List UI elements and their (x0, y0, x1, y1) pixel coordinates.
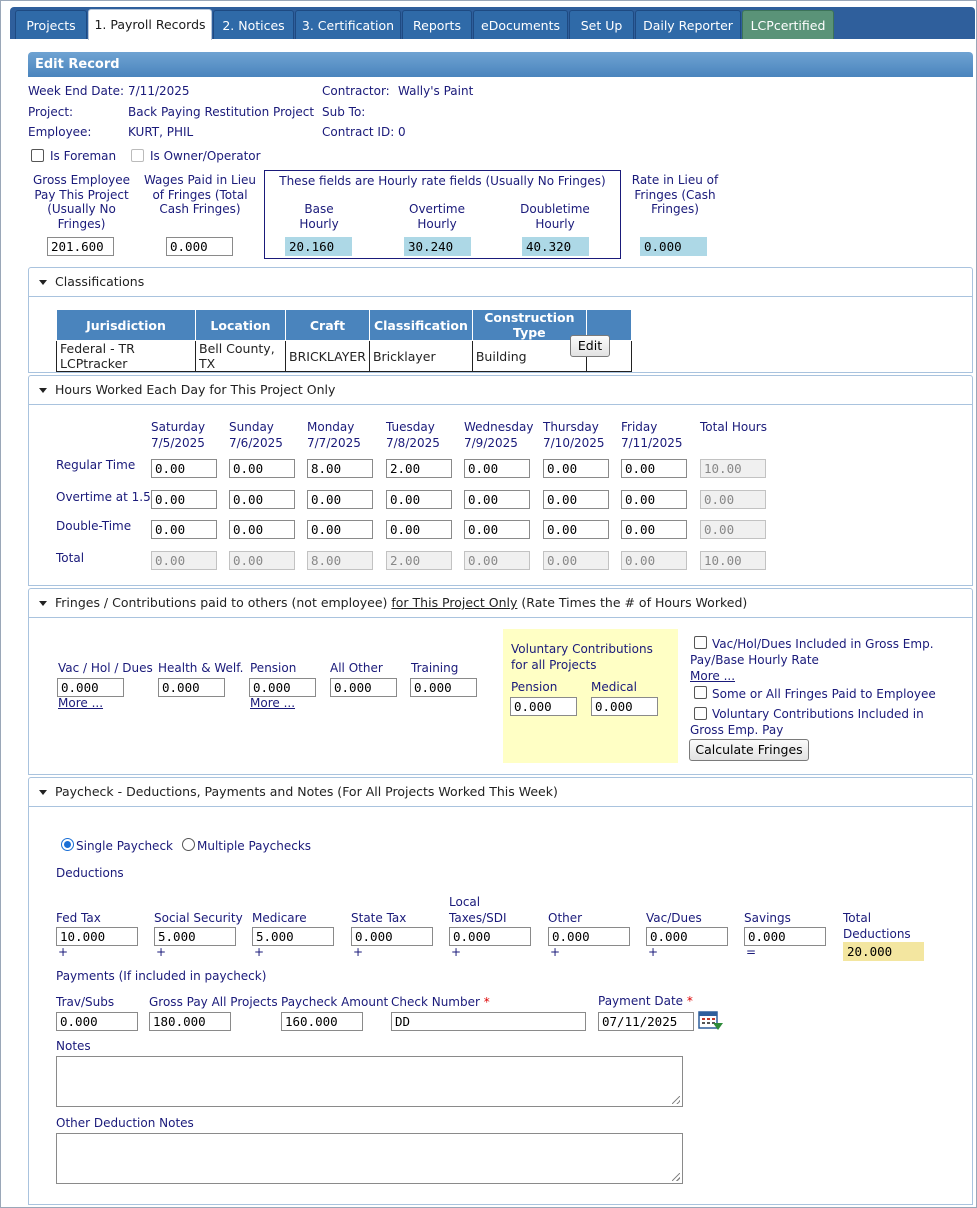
vac-included-more-link[interactable]: More ... (690, 669, 736, 683)
fringe-allother-label: All Other (330, 661, 383, 675)
voluntary-included-label-2: Gross Emp. Pay (690, 723, 784, 737)
hours-input (229, 551, 295, 570)
hours-input[interactable] (151, 490, 217, 509)
hours-input (151, 551, 217, 570)
is-foreman-checkbox[interactable] (31, 149, 44, 162)
day-header: Tuesday 7/8/2025 (386, 420, 440, 450)
hours-input[interactable] (543, 520, 609, 539)
hours-input (700, 490, 766, 509)
fringe-health-label: Health & Welf. (158, 661, 244, 675)
deduction-operator: + (254, 945, 265, 959)
classifications-table (56, 309, 632, 372)
fringe-training-input[interactable] (410, 678, 477, 697)
hours-input[interactable] (621, 490, 687, 509)
deduction-operator: + (58, 945, 69, 959)
hours-input[interactable] (464, 459, 530, 478)
hours-input[interactable] (386, 459, 452, 478)
voluntary-included-checkbox[interactable] (694, 707, 707, 720)
col-jurisdiction: Jurisdiction (57, 310, 196, 341)
deduction-input[interactable] (154, 927, 236, 946)
deduction-label: Vac/Dues (646, 911, 702, 925)
deduction-operator: + (353, 945, 364, 959)
employee-value: KURT, PHIL (128, 125, 194, 139)
paycheck-amount-label: Paycheck Amount (281, 995, 389, 1009)
deductions-label: Deductions (56, 866, 124, 880)
hours-input[interactable] (543, 490, 609, 509)
voluntary-contributions-title: Voluntary Contributions for all Projects (511, 642, 653, 672)
tab-reports[interactable]: Reports (402, 10, 472, 39)
hours-input (464, 551, 530, 570)
contract-id-value: 0 (398, 125, 406, 139)
vol-pension-input[interactable] (510, 697, 577, 716)
hours-input (621, 551, 687, 570)
deduction-label: Other (548, 911, 583, 925)
hours-input[interactable] (386, 520, 452, 539)
fringe-vac-input[interactable] (57, 678, 124, 697)
day-header: Saturday 7/5/2025 (151, 420, 206, 450)
deduction-input[interactable] (449, 927, 531, 946)
tab-setup[interactable]: Set Up (569, 10, 634, 39)
rate-lieu-label: Rate in Lieu of Fringes (Cash Fringes) (631, 173, 719, 216)
tab-certification[interactable]: 3. Certification (295, 10, 401, 39)
collapse-caret-icon (39, 601, 47, 606)
single-paycheck-label: Single Paycheck (76, 839, 173, 853)
hours-input (700, 551, 766, 570)
project-label: Project: (28, 105, 74, 119)
base-hourly-input[interactable] (285, 237, 352, 256)
deduction-label: Social Security (154, 911, 243, 925)
contractor-label: Contractor: (322, 84, 390, 98)
hours-input[interactable] (621, 459, 687, 478)
hourly-rate-title: These fields are Hourly rate fields (Usually No Fringes) (279, 174, 606, 188)
total-hours-header: Total Hours (700, 420, 767, 434)
hours-input[interactable] (151, 459, 217, 478)
multiple-paychecks-label: Multiple Paychecks (197, 839, 312, 853)
day-header: Monday 7/7/2025 (307, 420, 361, 450)
check-number-label: Check Number * (391, 995, 490, 1009)
fringes-section-header[interactable]: Fringes / Contributions paid to others (not employee) for This Project Only (Rate Times the # of Hours Worked) (28, 588, 973, 618)
hours-row-label: Total (56, 551, 85, 565)
hours-input[interactable] (464, 520, 530, 539)
tab-lcpcertified[interactable]: LCPcertified (742, 10, 834, 39)
check-number-input[interactable] (391, 1012, 586, 1031)
hours-input[interactable] (151, 520, 217, 539)
fringe-allother-input[interactable] (330, 678, 397, 697)
paycheck-amount-input[interactable] (281, 1012, 363, 1031)
day-header: Friday 7/11/2025 (621, 420, 683, 450)
tab-edocuments[interactable]: eDocuments (473, 10, 568, 39)
rate-lieu-input[interactable] (640, 237, 707, 256)
col-construction-type: Construction Type (472, 310, 586, 341)
deduction-operator: + (550, 945, 561, 959)
voluntary-included-label: Voluntary Contributions Included in (712, 707, 924, 721)
hours-input[interactable] (464, 490, 530, 509)
hours-row-label: Regular Time (56, 458, 136, 472)
other-deduction-notes-label: Other Deduction Notes (56, 1116, 194, 1130)
collapse-caret-icon (39, 280, 47, 285)
cell-construction-type: Building (472, 341, 586, 372)
is-owner-checkbox (131, 149, 144, 162)
payment-date-label: Payment Date * (598, 994, 693, 1008)
notes-textarea[interactable] (56, 1056, 683, 1107)
project-value: Back Paying Restitution Project (128, 105, 315, 119)
trav-subs-label: Trav/Subs (56, 995, 115, 1009)
cell-craft: BRICKLAYER (286, 341, 370, 372)
hours-input (386, 551, 452, 570)
vac-included-label-2: Pay/Base Hourly Rate (690, 653, 819, 667)
single-paycheck-radio[interactable] (61, 838, 74, 851)
deduction-label: Local Taxes/SDI (449, 895, 507, 925)
gross-pay-input[interactable] (47, 237, 114, 256)
subto-label: Sub To: (322, 105, 366, 119)
calculate-fringes-button[interactable]: Calculate Fringes (689, 739, 809, 761)
hours-row-label: Overtime at 1.5 (56, 490, 151, 504)
gross-all-projects-input[interactable] (149, 1012, 231, 1031)
day-header: Sunday 7/6/2025 (229, 420, 283, 450)
is-foreman-label: Is Foreman (50, 149, 117, 163)
hours-input[interactable] (229, 490, 295, 509)
hours-input[interactable] (543, 459, 609, 478)
total-deductions-input (843, 942, 924, 961)
hours-input[interactable] (307, 520, 373, 539)
deduction-input[interactable] (351, 927, 433, 946)
base-hourly-label: Base Hourly (299, 202, 339, 231)
cell-jurisdiction: Federal - TR LCPtracker (57, 341, 196, 372)
week-end-label: Week End Date: (28, 84, 125, 98)
notes-label: Notes (56, 1039, 91, 1053)
hours-section-header[interactable]: Hours Worked Each Day for This Project Only (28, 375, 973, 405)
tab-projects[interactable]: Projects (15, 10, 87, 39)
deduction-label: State Tax (351, 911, 407, 925)
vac-included-label: Vac/Hol/Dues Included in Gross Emp. (712, 637, 934, 651)
hours-input[interactable] (229, 459, 295, 478)
week-end-value: 7/11/2025 (128, 84, 190, 98)
deduction-operator: + (156, 945, 167, 959)
deduction-input[interactable] (252, 927, 334, 946)
gross-all-projects-label: Gross Pay All Projects (149, 995, 278, 1009)
is-owner-label: Is Owner/Operator (150, 149, 261, 163)
hours-input (307, 551, 373, 570)
employee-label: Employee: (28, 125, 92, 139)
hours-input (543, 551, 609, 570)
edit-record-header: Edit Record (28, 52, 973, 77)
contract-id-label: Contract ID: (322, 125, 395, 139)
tab-payroll-records[interactable]: 1. Payroll Records (88, 9, 212, 40)
fringe-health-input[interactable] (158, 678, 225, 697)
cell-location: Bell County, TX (196, 341, 286, 372)
multiple-paychecks-radio[interactable] (182, 838, 195, 851)
hours-input (700, 520, 766, 539)
doubletime-hourly-label: Doubletime Hourly (520, 202, 590, 231)
tab-daily-reporter[interactable]: Daily Reporter (635, 10, 741, 39)
required-marker: * (483, 995, 490, 1009)
vac-included-checkbox[interactable] (694, 636, 707, 649)
doubletime-hourly-input[interactable] (522, 237, 589, 256)
overtime-hourly-input[interactable] (404, 237, 471, 256)
hours-input[interactable] (307, 459, 373, 478)
fringe-vac-more-link[interactable]: More ... (58, 696, 104, 710)
hours-row-label: Double-Time (56, 519, 132, 533)
fringes-paid-employee-label: Some or All Fringes Paid to Employee (712, 687, 936, 701)
hours-input[interactable] (307, 490, 373, 509)
required-marker: * (686, 994, 693, 1008)
cell-classification: Bricklayer (369, 341, 472, 372)
calendar-picker-icon[interactable] (698, 1010, 724, 1032)
vol-pension-label: Pension (511, 680, 558, 694)
collapse-caret-icon (39, 790, 47, 795)
fringe-vac-label: Vac / Hol / Dues (58, 661, 153, 675)
deduction-input[interactable] (744, 927, 826, 946)
fringe-pension-label: Pension (250, 661, 297, 675)
day-header: Thursday 7/10/2025 (543, 420, 605, 450)
vol-medical-input[interactable] (591, 697, 658, 716)
wages-lieu-label: Wages Paid in Lieu of Fringes (Total Cash Fringes) (143, 173, 257, 216)
col-location: Location (196, 310, 286, 341)
day-header: Wednesday 7/9/2025 (464, 420, 534, 450)
fringes-paid-employee-checkbox[interactable] (694, 686, 707, 699)
hours-input[interactable] (229, 520, 295, 539)
deduction-operator: = (746, 945, 757, 959)
hours-input[interactable] (621, 520, 687, 539)
fringe-training-label: Training (411, 661, 459, 675)
edit-classification-button[interactable]: Edit (570, 335, 610, 357)
fringe-pension-more-link[interactable]: More ... (250, 696, 296, 710)
deduction-label: Medicare (252, 911, 307, 925)
tab-notices[interactable]: 2. Notices (213, 10, 294, 39)
deduction-input[interactable] (548, 927, 630, 946)
other-deduction-notes-textarea[interactable] (56, 1133, 683, 1184)
collapse-caret-icon (39, 388, 47, 393)
vol-medical-label: Medical (591, 680, 637, 694)
trav-subs-input[interactable] (56, 1012, 138, 1031)
deduction-input[interactable] (56, 927, 138, 946)
tab-bar (10, 7, 975, 39)
total-deductions-label: Total Deductions (843, 911, 911, 941)
paycheck-section-header[interactable]: Paycheck - Deductions, Payments and Notes (For All Projects Worked This Week) (28, 777, 973, 807)
deduction-input[interactable] (646, 927, 728, 946)
overtime-hourly-label: Overtime Hourly (409, 202, 465, 231)
deduction-label: Savings (744, 911, 791, 925)
fringe-pension-input[interactable] (249, 678, 316, 697)
col-craft: Craft (286, 310, 370, 341)
deduction-operator: + (648, 945, 659, 959)
classifications-section-header[interactable]: Classifications (28, 267, 973, 297)
col-classification: Classification (369, 310, 472, 341)
deduction-label: Fed Tax (56, 911, 101, 925)
deduction-operator: + (451, 945, 462, 959)
contractor-value: Wally's Paint (398, 84, 474, 98)
gross-pay-label: Gross Employee Pay This Project (Usually No Fringes) (32, 173, 131, 231)
hours-input[interactable] (386, 490, 452, 509)
payments-label: Payments (If included in paycheck) (56, 969, 267, 983)
hours-input (700, 459, 766, 478)
table-row (57, 341, 632, 372)
payment-date-input[interactable] (598, 1012, 694, 1031)
wages-lieu-input[interactable] (166, 237, 233, 256)
